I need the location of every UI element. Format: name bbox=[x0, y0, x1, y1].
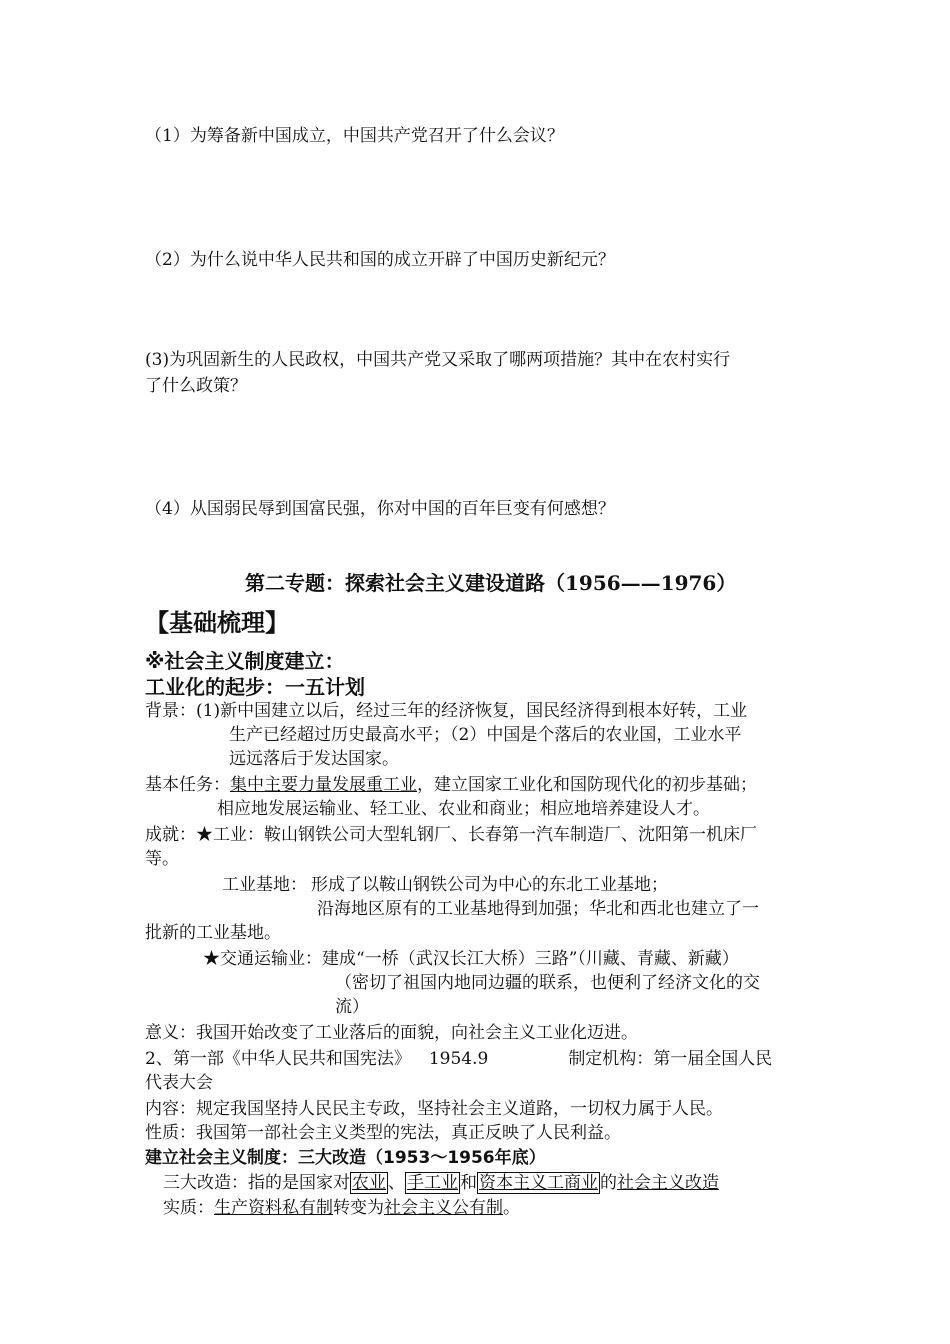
transformation-line bbox=[163, 1172, 719, 1194]
question-3-line-1: (3)为巩固新生的人民政权，中国共产党又采取了哪两项措施？其中在农村实行 bbox=[145, 350, 731, 370]
basics-heading: 【基础梳理】 bbox=[145, 609, 289, 637]
constitution-content: 内容：规定我国坚持人民民主专政，坚持社会主义道路，一切权力属于人民。 bbox=[145, 1099, 723, 1119]
background-text-1: (1)新中国建立以后，经过三年的经济恢复，国民经济得到根本好转，工业 bbox=[196, 701, 748, 721]
constitution-date: 1954.9 bbox=[428, 1049, 489, 1069]
tasks-line-1 bbox=[145, 774, 757, 796]
constitution-line-2: 代表大会 bbox=[145, 1073, 213, 1093]
transformation-heading: 建立社会主义制度：三大改造（1953～1956年底） bbox=[145, 1148, 546, 1168]
constitution-line-1 bbox=[145, 1048, 772, 1070]
question-3-line-2: 了什么政策？ bbox=[145, 376, 247, 396]
particle: 的 bbox=[600, 1173, 617, 1193]
agriculture-boxed: 农业 bbox=[352, 1173, 386, 1193]
industrial-base-label: 工业基地： bbox=[222, 875, 307, 895]
capitalist-commerce-boxed: 资本主义工商业 bbox=[479, 1173, 598, 1193]
question-4: （4）从国弱民辱到国富民强，你对中国的百年巨变有何感想？ bbox=[145, 499, 615, 519]
public-ownership-underlined: 社会主义公有制 bbox=[384, 1198, 503, 1218]
section-title: 第二专题：探索社会主义建设道路（1956——1976） bbox=[245, 571, 737, 595]
essence-end: 。 bbox=[503, 1198, 520, 1218]
transport-text-1: 建成“一桥（武汉长江大桥）三路”（川藏、青藏、新藏） bbox=[322, 949, 739, 969]
industrial-base-text-1: 形成了以鞍山钢铁公司为中心的东北工业基地； bbox=[311, 875, 668, 895]
significance-line: 意义：我国开始改变了工业落后的面貌，向社会主义工业化迈进。 bbox=[145, 1023, 638, 1043]
constitution-body: 制定机构：第一届全国人民 bbox=[568, 1049, 773, 1069]
achievements-line-2: 等。 bbox=[145, 849, 179, 869]
transformation-prefix: 三大改造：指的是国家对 bbox=[163, 1173, 350, 1193]
background-line-1 bbox=[145, 700, 747, 722]
essence-to: 转变为 bbox=[333, 1198, 384, 1218]
industrial-base-line-1 bbox=[222, 874, 668, 896]
tasks-rest: ，建立国家工业化和国防现代化的初步基础； bbox=[417, 775, 757, 795]
constitution-nature: 性质：我国第一部社会主义类型的宪法，真正反映了人民利益。 bbox=[145, 1123, 621, 1143]
transport-line-3: 流） bbox=[335, 997, 369, 1017]
conjunction: 和 bbox=[460, 1173, 477, 1193]
industrial-base-line-3: 批新的工业基地。 bbox=[145, 923, 281, 943]
tasks-label: 基本任务： bbox=[145, 775, 230, 795]
handicraft-boxed: 手工业 bbox=[407, 1173, 458, 1193]
separator: 、 bbox=[388, 1173, 405, 1193]
background-line-3: 远远落后于发达国家。 bbox=[229, 749, 399, 769]
tasks-key-point: 集中主要力量发展重工业 bbox=[230, 775, 417, 795]
industrial-base-line-2: 沿海地区原有的工业基地得到加强；华北和西北也建立了一 bbox=[317, 899, 759, 919]
socialist-transformation-underlined: 社会主义改造 bbox=[617, 1173, 719, 1193]
private-ownership-underlined: 生产资料私有制 bbox=[214, 1198, 333, 1218]
question-2: （2）为什么说中华人民共和国的成立开辟了中国历史新纪元？ bbox=[145, 250, 615, 270]
background-label: 背景： bbox=[145, 701, 196, 721]
achievements-line-1: 成就：★工业：鞍山钢铁公司大型轧钢厂、长春第一汽车制造厂、沈阳第一机床厂 bbox=[145, 825, 757, 845]
tasks-line-2: 相应地发展运输业、轻工业、农业和商业；相应地培养建设人才。 bbox=[217, 799, 710, 819]
background-line-2: 生产已经超过历史最高水平；（2）中国是个落后的农业国，工业水平 bbox=[229, 725, 742, 745]
constitution-title: 2、第一部《中华人民共和国宪法》 bbox=[145, 1049, 411, 1069]
essence-line bbox=[163, 1197, 520, 1219]
transport-line-1 bbox=[203, 948, 739, 970]
question-1: （1）为筹备新中国成立，中国共产党召开了什么会议？ bbox=[145, 126, 564, 146]
transport-label: ★交通运输业： bbox=[203, 949, 322, 969]
transport-line-2: （密切了祖国内地同边疆的联系，也便利了经济文化的交 bbox=[335, 973, 760, 993]
essence-label: 实质： bbox=[163, 1198, 214, 1218]
industry-heading: 工业化的起步：一五计划 bbox=[145, 675, 365, 699]
socialism-heading: ※社会主义制度建立： bbox=[145, 649, 345, 673]
